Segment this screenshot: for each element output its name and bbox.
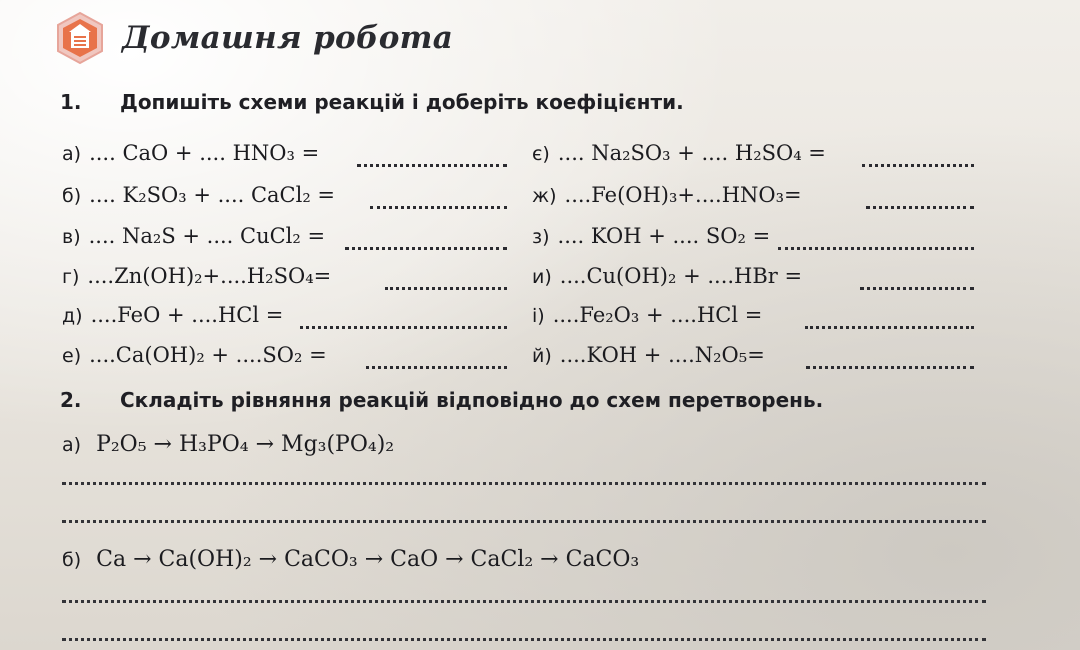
equation-row-yi: й) ....KOH + ....N₂O₅= [532, 343, 765, 367]
equation-row-v: в) .... Na₂S + .... CuCl₂ = [62, 224, 326, 248]
equation-row-a: а) .... CaO + .... HNO₃ = [62, 141, 320, 165]
equation-row-z: з) .... KOH + .... SO₂ = [532, 224, 771, 248]
equation-row-i: і) ....Fe₂O₃ + ....HCl = [532, 303, 763, 327]
page-title: Домашня робота [122, 20, 454, 56]
task-1-heading [60, 90, 684, 114]
answer-blank [366, 366, 507, 369]
answer-blank [805, 326, 974, 329]
answer-blank [345, 247, 507, 250]
answer-blank [778, 247, 974, 250]
equation-row-d: д) ....FeO + ....HCl = [62, 303, 284, 327]
task-2-text: Складіть рівняння реакцій відповідно до схем перетворень. [120, 388, 824, 412]
answer-line [62, 600, 986, 603]
task-2-heading [60, 388, 823, 412]
equation-row-b: б) .... K₂SO₃ + .... CaCl₂ = [62, 183, 336, 207]
answer-blank [385, 287, 507, 290]
task-1-number: 1. [60, 90, 82, 114]
answer-blank [860, 287, 974, 290]
answer-blank [806, 366, 974, 369]
equation-row-e: е) ....Ca(OH)₂ + ....SO₂ = [62, 343, 327, 367]
section-header [52, 10, 453, 66]
answer-blank [866, 206, 974, 209]
equation-row-zh: ж) ....Fe(OH)₃+....HNO₃= [532, 183, 802, 207]
equation-row-ye: є) .... Na₂SO₃ + .... H₂SO₄ = [532, 141, 826, 165]
answer-line [62, 638, 986, 641]
answer-line [62, 520, 986, 523]
equation-row-g: г) ....Zn(OH)₂+....H₂SO₄= [62, 264, 332, 288]
book-house-icon [52, 10, 108, 66]
scheme-a: а) P₂O₅ → H₃PO₄ → Mg₃(PO₄)₂ [62, 432, 395, 457]
answer-line [62, 482, 986, 485]
scheme-b: б) Ca → Ca(OH)₂ → CaCO₃ → CaO → CaCl₂ → CaCO₃ [62, 547, 640, 572]
answer-blank [357, 164, 507, 167]
answer-blank [300, 326, 507, 329]
task-2-number: 2. [60, 388, 82, 412]
task-1-text: Допишіть схеми реакцій і доберіть коефіцієнти. [120, 90, 684, 114]
answer-blank [862, 164, 974, 167]
answer-blank [370, 206, 507, 209]
equation-row-y: и) ....Cu(OH)₂ + ....HBr = [532, 264, 803, 288]
